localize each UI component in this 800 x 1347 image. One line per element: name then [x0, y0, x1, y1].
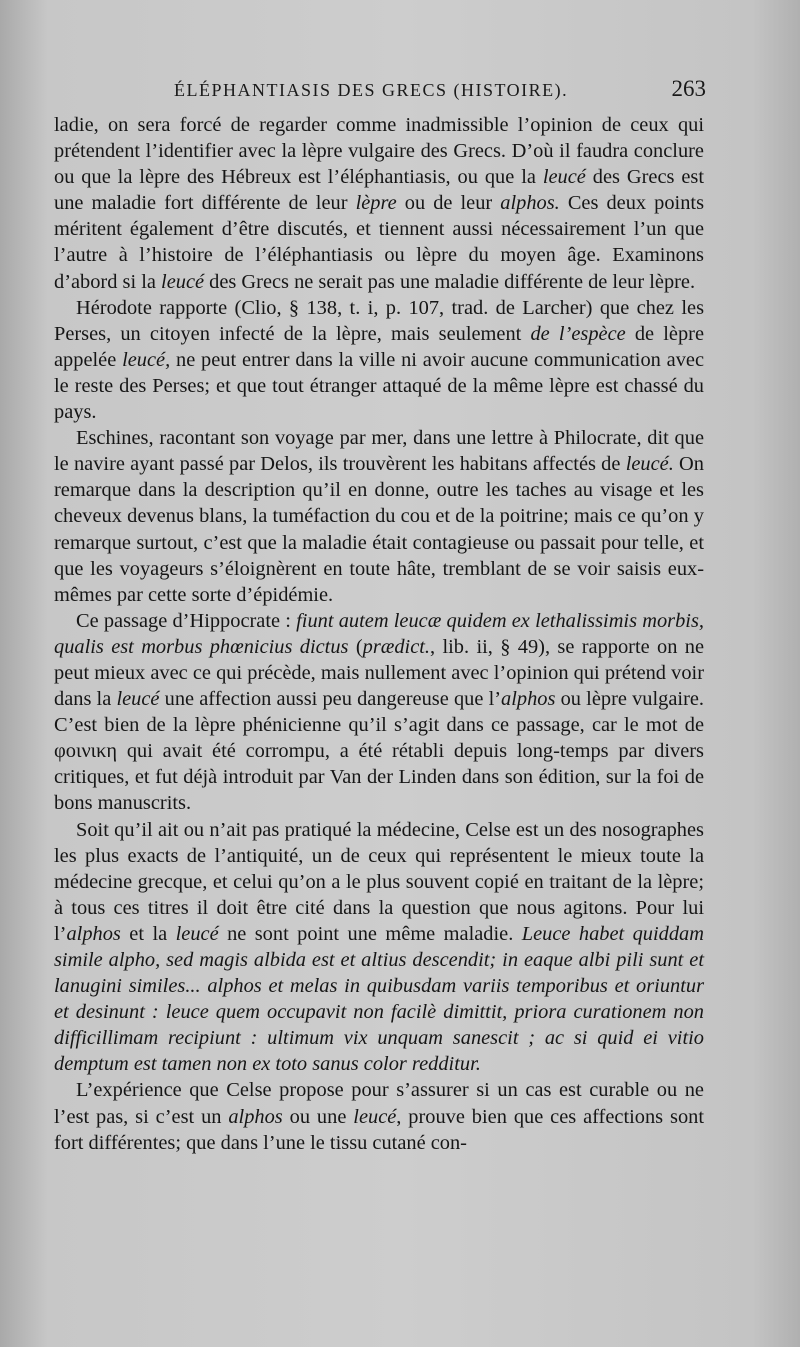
- text-run: Hérodote rapporte (Clio, § 138, t. i, p. 107, trad. de Larcher) que chez les Perses, un citoyen infecté de la lèpre, mais seulement: [54, 296, 704, 345]
- italic-run: Leuce habet quiddam simile alpho, sed magis albida est et altius descendit; in eaque albi pili sunt et lanugini similes... alphos et melas in quibusdam variis temporibus et oriuntur et desinunt : leuce quem occupavit non facilè dimittit, priora curationem non difficillimam recipiunt : ultimum vix unquam sanescit ; ac si quid ei vitio demptum est tamen non ex toto sanus color redditur.: [54, 922, 704, 1076]
- text-run: et la: [120, 922, 176, 945]
- text-run: Ce passage d’Hippocrate :: [76, 609, 297, 632]
- text-run: Ces deux points méritent également d’être discutés, et tiennent aussi nécessairement l’un que l’autre à l’histoire de l’éléphantiasis ou lèpre du moyen âge. Examinons d’abord si la: [54, 192, 705, 293]
- text-run: Eschines, racontant son voyage par mer, dans une lettre à Philocrate, dit que le navire ayant passé par Delos, ils trouvèrent les habitans affectés de: [54, 427, 704, 476]
- text-run: Soit qu’il ait ou n’ait pas pratiqué la médecine, Celse est un des nosographes les plus exacts de l’antiquité, un de ceux qui représentent le mieux toute la médecine grecque, et celui qu’on a le plus souvent copié en traitant de la lèpre; à tous ces titres il doit être cité dans la question que nous agitons. Pour lui l’: [54, 818, 704, 945]
- text-run: , prouve bien que ces affections sont fort différentes; que dans l’une le tissu cutané con-: [54, 1105, 704, 1154]
- italic-run: alphos.: [500, 192, 560, 215]
- paragraph-2: [54, 295, 704, 425]
- italic-run: leucé.: [625, 453, 674, 476]
- page-header: [54, 74, 706, 110]
- italic-run: prædict.: [362, 635, 431, 658]
- italic-run: leucé: [542, 166, 586, 189]
- italic-run: leucé: [175, 922, 219, 945]
- text-run: ou lèpre vulgaire. C’est bien de la lèpre phénicienne qu’il s’agit dans ce passage, car le mot de φοινικη qui avait été corrompu, a été rétabli depuis long-temps par divers critiques, et fut déjà introduit par Van der Linden dans son édition, sur la foi de bons manuscrits.: [54, 688, 705, 815]
- paragraph-3: [54, 425, 704, 608]
- italic-run: alphos: [228, 1105, 283, 1128]
- page-number: 263: [671, 76, 706, 101]
- text-run: des Grecs est une maladie fort différente de leur: [54, 166, 704, 215]
- running-head: ÉLÉPHANTIASIS DES GRECS (HISTOIRE).: [174, 80, 569, 100]
- paragraph-4: [54, 608, 704, 817]
- text-run: ou une: [282, 1105, 354, 1128]
- italic-run: lèpre: [355, 192, 397, 215]
- italic-run: fiunt autem leucæ quidem ex lethalissimis morbis, qualis est morbus phœnicius dictus: [54, 609, 704, 658]
- paragraph-1: [54, 112, 704, 295]
- text-run: ou de leur: [396, 192, 501, 215]
- text-run: des Grecs ne serait pas une maladie différente de leur lèpre.: [204, 270, 696, 293]
- italic-run: leucé: [116, 688, 160, 711]
- text-run: , lib. ii, § 49), se rapporte on ne peut mieux avec ce qui précède, mais nullement avec l’opinion qui prétend voir dans la: [54, 635, 704, 711]
- italic-run: leucé: [161, 270, 205, 293]
- text-run: une affection aussi peu dangereuse que l’: [159, 688, 502, 711]
- text-run: ne sont point une même maladie.: [218, 922, 522, 945]
- text-run: ladie, on sera forcé de regarder comme inadmissible l’opinion de ceux qui prétendent l’identifier avec la lèpre vulgaire des Grecs. D’où il faudra conclure ou que la lèpre des Hébreux est l’éléphantiasis, ou que la: [54, 114, 704, 189]
- text-run: ne peut entrer dans la ville ni avoir aucune communication avec le reste des Perses; et que tout étranger attaqué de la même lèpre est chassé du pays.: [54, 348, 704, 424]
- italic-run: alphos: [501, 688, 556, 711]
- text-run: (: [348, 635, 363, 658]
- italic-run: de l’espèce: [530, 322, 626, 345]
- paragraph-6: [54, 1077, 704, 1155]
- text-run: On remarque dans la description qu’il en donne, outre les taches au visage et les cheveux devenus blans, la tuméfaction du cou et de la poitrine; mais ce qu’on y remarque surtout, c’est que la maladie était contagieuse ou passait pour telle, et que les voyageurs s’éloignèrent en toute hâte, tremblant de se voir saisis eux-mêmes par cette sorte d’épidémie.: [54, 453, 704, 606]
- text-run: de lèpre appelée: [54, 322, 704, 371]
- italic-run: leucé,: [122, 348, 171, 371]
- body-text: [54, 112, 704, 1156]
- paragraph-5: [54, 817, 704, 1078]
- italic-run: leucé: [353, 1105, 397, 1128]
- text-run: L’expérience que Celse propose pour s’assurer si un cas est curable ou ne l’est pas, si c’est un: [54, 1079, 704, 1128]
- italic-run: alphos: [66, 922, 121, 945]
